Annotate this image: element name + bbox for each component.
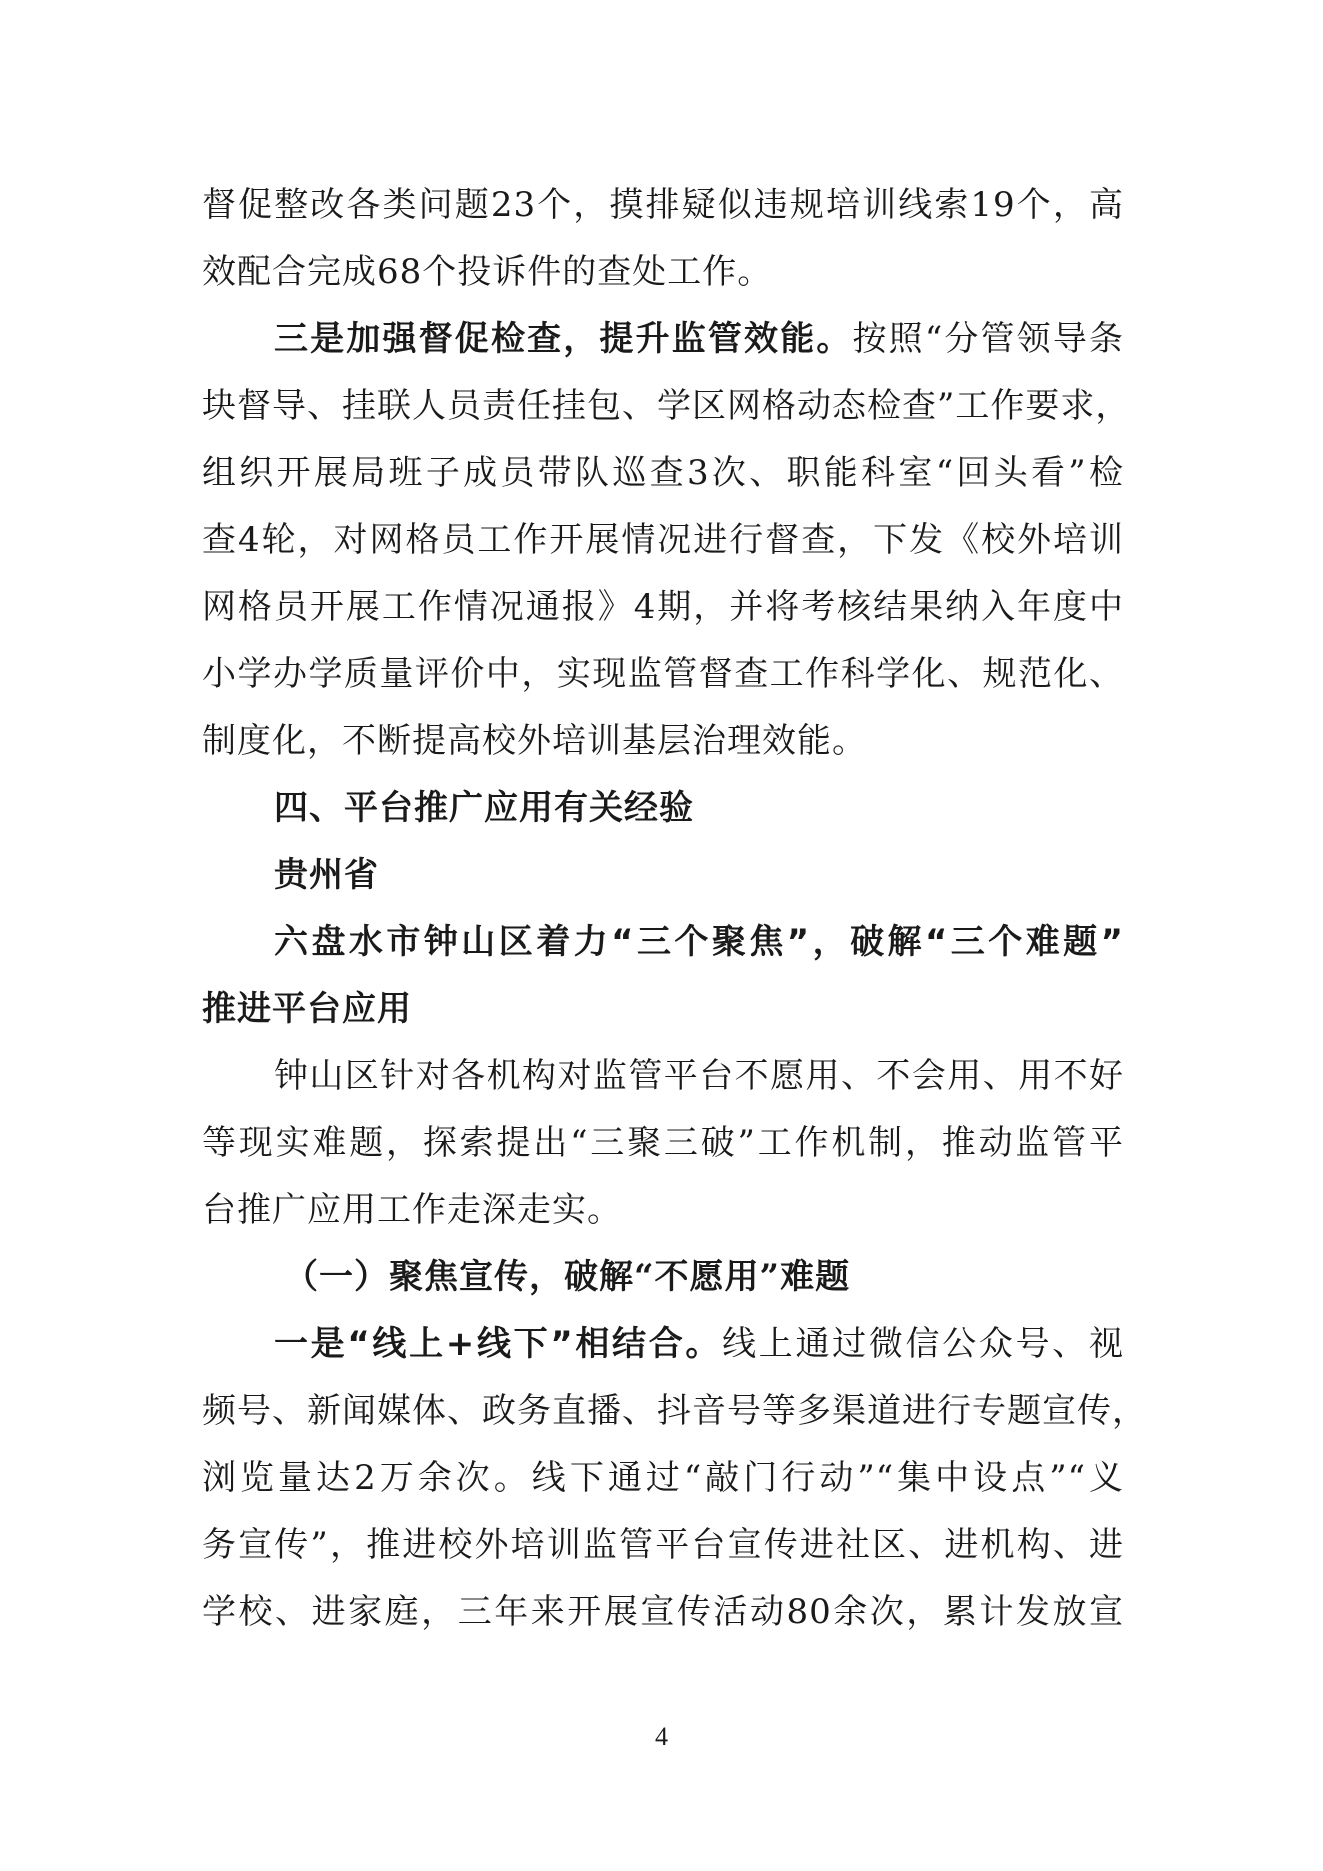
article-title-line: 六盘水市钟山区着力“三个聚焦”，破解“三个难题” — [274, 922, 1124, 962]
paragraph-intro-line: 督促整改各类问题23个，摸排疑似违规培训线索19个，高 — [202, 185, 1124, 225]
paragraph-three-lead: 三是加强督促检查，提升监管效能。 — [274, 319, 853, 359]
page-number: 4 — [655, 1722, 668, 1751]
paragraph-three-line — [202, 306, 1124, 373]
province-heading: 贵州省 — [274, 855, 379, 895]
paragraph-three-line: 块督导、挂联人员责任挂包、学区网格动态检查”工作要求， — [202, 386, 1131, 426]
article-title-line: 推进平台应用 — [202, 989, 412, 1029]
paragraph-three-line: 查4轮，对网格员工作开展情况进行督查，下发《校外培训 — [202, 520, 1124, 560]
paragraph-three-line: 组织开展局班子成员带队巡查3次、职能科室“回头看”检 — [202, 453, 1124, 493]
paragraph-three-line: 小学办学质量评价中，实现监管督查工作科学化、规范化、 — [202, 654, 1124, 694]
paragraph-intro-line: 效配合完成68个投诉件的查处工作。 — [202, 252, 773, 292]
point-one-line — [202, 1311, 1124, 1378]
document-body — [202, 172, 1147, 1646]
point-one-line: 务宣传”，推进校外培训监管平台宣传进社区、进机构、进 — [202, 1525, 1124, 1565]
subsection-heading: （一）聚焦宣传，破解“不愿用”难题 — [284, 1257, 851, 1297]
paragraph-three-line: 网格员开展工作情况通报》4期，并将考核结果纳入年度中 — [202, 587, 1124, 627]
paragraph-three-text: 按照“分管领导条 — [852, 319, 1124, 359]
article-intro-line: 台推广应用工作走深走实。 — [202, 1190, 622, 1230]
point-one-text: 线上通过微信公众号、视 — [722, 1324, 1124, 1364]
point-one-lead: 一是“线上+线下”相结合。 — [274, 1324, 723, 1364]
point-one-line: 学校、进家庭，三年来开展宣传活动80余次，累计发放宣 — [202, 1592, 1124, 1632]
point-one-line: 浏览量达2万余次。线下通过“敲门行动”“集中设点”“义 — [202, 1458, 1124, 1498]
paragraph-three-line: 制度化，不断提高校外培训基层治理效能。 — [202, 721, 867, 761]
section-heading: 四、平台推广应用有关经验 — [274, 788, 694, 828]
article-intro-line: 钟山区针对各机构对监管平台不愿用、不会用、用不好 — [274, 1056, 1124, 1096]
article-intro-line: 等现实难题，探索提出“三聚三破”工作机制，推动监管平 — [202, 1123, 1124, 1163]
point-one-line: 频号、新闻媒体、政务直播、抖音号等多渠道进行专题宣传， — [202, 1391, 1147, 1431]
